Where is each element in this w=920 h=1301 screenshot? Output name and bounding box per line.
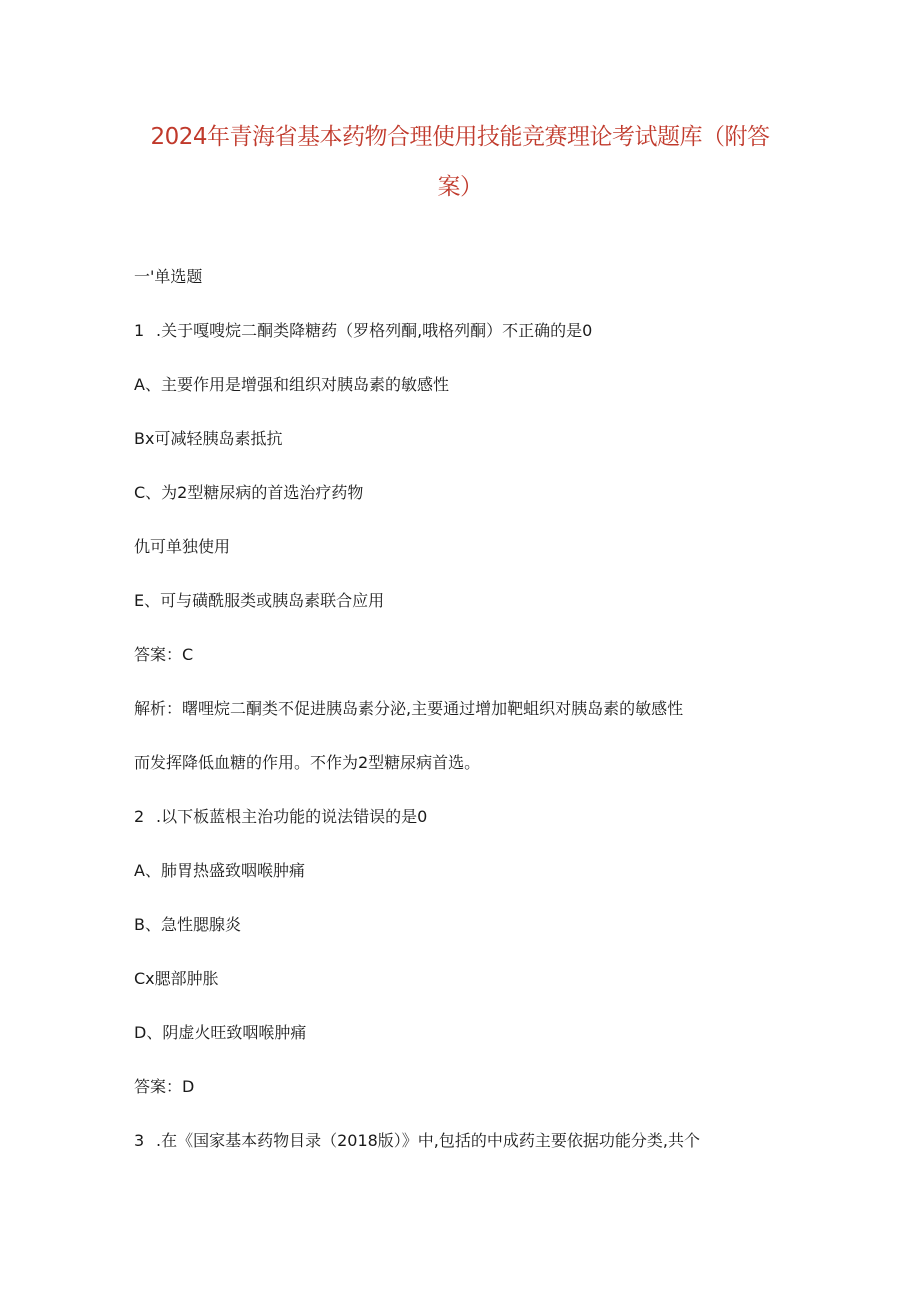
question-1-answer: 答案：C [134, 645, 194, 664]
question-3-text: .在《国家基本药物目录（2018版）》中,包括的中成药主要依据功能分类,共个 [156, 1131, 700, 1150]
question-2-option-b: B、急性腮腺炎 [134, 915, 241, 934]
question-1-option-d: 仇可单独使用 [134, 537, 231, 556]
question-1-text: .关于嘎嗖烷二酮类降糖药（罗格列酮,哦格列酮）不正确的是0 [156, 321, 593, 340]
question-1-analysis-line-2: 而发挥降低血糖的作用。不作为2型糖尿病首选。 [134, 753, 481, 772]
question-1-stem [134, 320, 592, 342]
title-line-2: 案） [437, 174, 483, 200]
question-2-answer: 答案：D [134, 1077, 195, 1096]
document-title [130, 112, 790, 212]
question-1-option-a: A、主要作用是增强和组织对胰岛素的敏感性 [134, 375, 449, 394]
question-1-option-b: Bx可减轻胰岛素抵抗 [134, 429, 283, 448]
question-2-number: 2 [134, 807, 145, 826]
question-2-option-d: D、阴虚火旺致咽喉肿痛 [134, 1023, 307, 1042]
question-2-option-a: A、肺胃热盛致咽喉肿痛 [134, 861, 305, 880]
question-2-option-c: Cx腮部肿胀 [134, 969, 219, 988]
question-3-number: 3 [134, 1131, 145, 1150]
question-1-number: 1 [134, 321, 145, 340]
question-2-text: .以下板蓝根主治功能的说法错误的是0 [156, 807, 428, 826]
title-line-1: 2024年青海省基本药物合理使用技能竞赛理论考试题库（附答 [150, 124, 770, 150]
question-1-analysis-line-1: 解析：曙哩烷二酮类不促进胰岛素分泌,主要通过增加靶蛆织对胰岛素的敏感性 [134, 699, 684, 718]
section-heading: 一'单选题 [134, 267, 203, 286]
question-2-stem [134, 806, 427, 828]
question-1-option-e: E、可与磺酰服类或胰岛素联合应用 [134, 591, 385, 610]
question-3-stem [134, 1130, 700, 1152]
question-1-option-c: C、为2型糖尿病的首选治疗药物 [134, 483, 364, 502]
